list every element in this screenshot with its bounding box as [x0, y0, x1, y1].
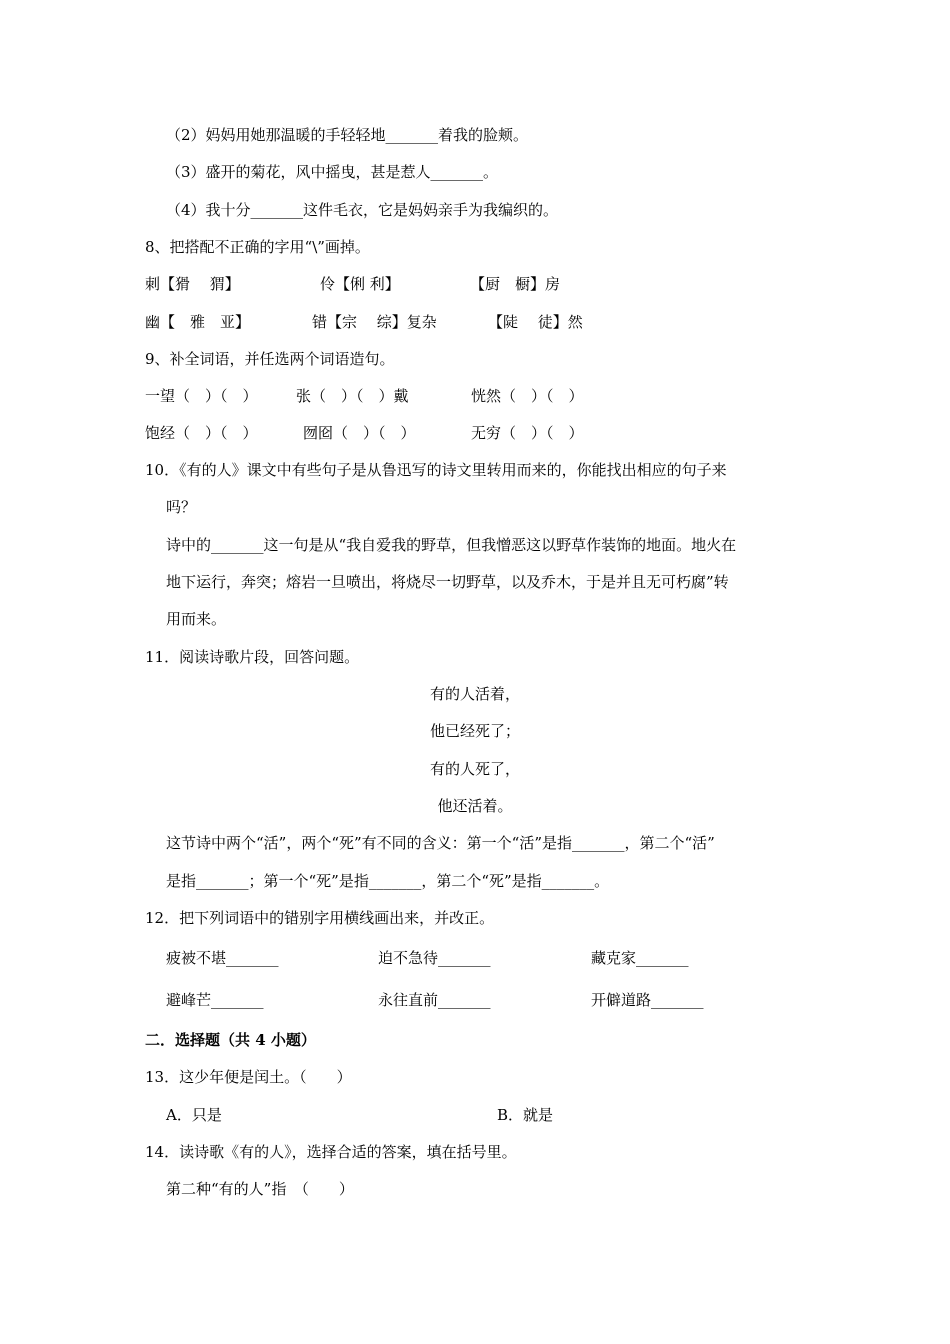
- q7-item-4: （4）我十分_______这件毛衣，它是妈妈亲手为我编织的。: [166, 201, 559, 219]
- q12-row2-col2: 永往直前_______: [378, 991, 491, 1009]
- q14-sub: 第二种“有的人”指 （ ）: [166, 1180, 354, 1198]
- q9-row1-col3: 恍然（ ）（ ）: [471, 387, 584, 405]
- q8-row2-col1: 幽【 雅 亚】: [145, 313, 251, 331]
- q13-option-b: B．就是: [497, 1106, 554, 1124]
- q11-title: 11．阅读诗歌片段，回答问题。: [145, 648, 360, 666]
- q9-row2-col3: 无穷（ ）（ ）: [471, 424, 584, 442]
- q8-row1-col2: 伶【俐 利】: [320, 275, 400, 293]
- q7-item-2: （2）妈妈用她那温暖的手轻轻地_______着我的脸颊。: [166, 126, 529, 144]
- poem-line-2: 他已经死了；: [429, 722, 520, 740]
- q9-row1-col2: 张（ ）（ ）戴: [296, 387, 409, 405]
- q13-option-a: A．只是: [166, 1106, 222, 1124]
- q11-body-line2: 是指_______；第一个“死”是指_______，第二个“死”是指_______。: [166, 872, 610, 890]
- q9-title: 9、补全词语，并任选两个词语造句。: [145, 350, 395, 368]
- q9-row2-col1: 饱经（ ）（ ）: [145, 424, 258, 442]
- q9-row1-col1: 一望（ ）（ ）: [145, 387, 258, 405]
- q12-row2-col3: 开僻道路_______: [591, 991, 704, 1009]
- poem-line-3: 有的人死了，: [429, 760, 520, 778]
- q7-item-3: （3）盛开的菊花，风中摇曳，甚是惹人_______。: [166, 163, 499, 181]
- q12-row1-col3: 藏克家_______: [591, 949, 689, 967]
- q8-row2-col2: 错【宗 综】复杂: [312, 313, 437, 331]
- q14-title: 14．读诗歌《有的人》，选择合适的答案，填在括号里。: [145, 1143, 517, 1161]
- section-2-title: 二．选择题（共 4 小题）: [145, 1031, 316, 1049]
- poem-line-1: 有的人活着，: [429, 685, 520, 703]
- q8-row2-col3: 【陡 徒】然: [488, 313, 583, 331]
- q9-row2-col2: 囫囵（ ）（ ）: [303, 424, 416, 442]
- q8-row1-col1: 刺【猾 猬】: [145, 275, 240, 293]
- q10-title-line1: 10．《有的人》课文中有些句子是从鲁迅写的诗文里转用而来的，你能找出相应的句子来: [145, 461, 727, 479]
- q8-row1-col3: 【厨 橱】房: [470, 275, 561, 293]
- q11-body-line1: 这节诗中两个“活”，两个“死”有不同的含义：第一个“活”是指_______，第二个“活”: [166, 834, 715, 852]
- q10-title-line2: 吗？: [166, 498, 197, 516]
- q12-row2-col1: 避峰芒_______: [166, 991, 264, 1009]
- q12-title: 12．把下列词语中的错别字用横线画出来，并改正。: [145, 909, 495, 927]
- q12-row1-col1: 疲被不堪_______: [166, 949, 279, 967]
- q13-title: 13．这少年便是闰土。（ ）: [145, 1068, 352, 1086]
- q12-row1-col2: 迫不急待_______: [378, 949, 491, 967]
- q8-title: 8、把搭配不正确的字用“\”画掉。: [145, 238, 370, 256]
- poem-line-4: 他还活着。: [437, 797, 513, 815]
- q10-body-line3: 用而来。: [166, 610, 227, 628]
- q10-body-line2: 地下运行，奔突；熔岩一旦喷出，将烧尽一切野草，以及乔木，于是并且无可朽腐”转: [166, 573, 729, 591]
- q10-body-line1: 诗中的_______这一句是从“我自爱我的野草，但我憎恶这以野草作装饰的地面。地火在: [166, 536, 737, 554]
